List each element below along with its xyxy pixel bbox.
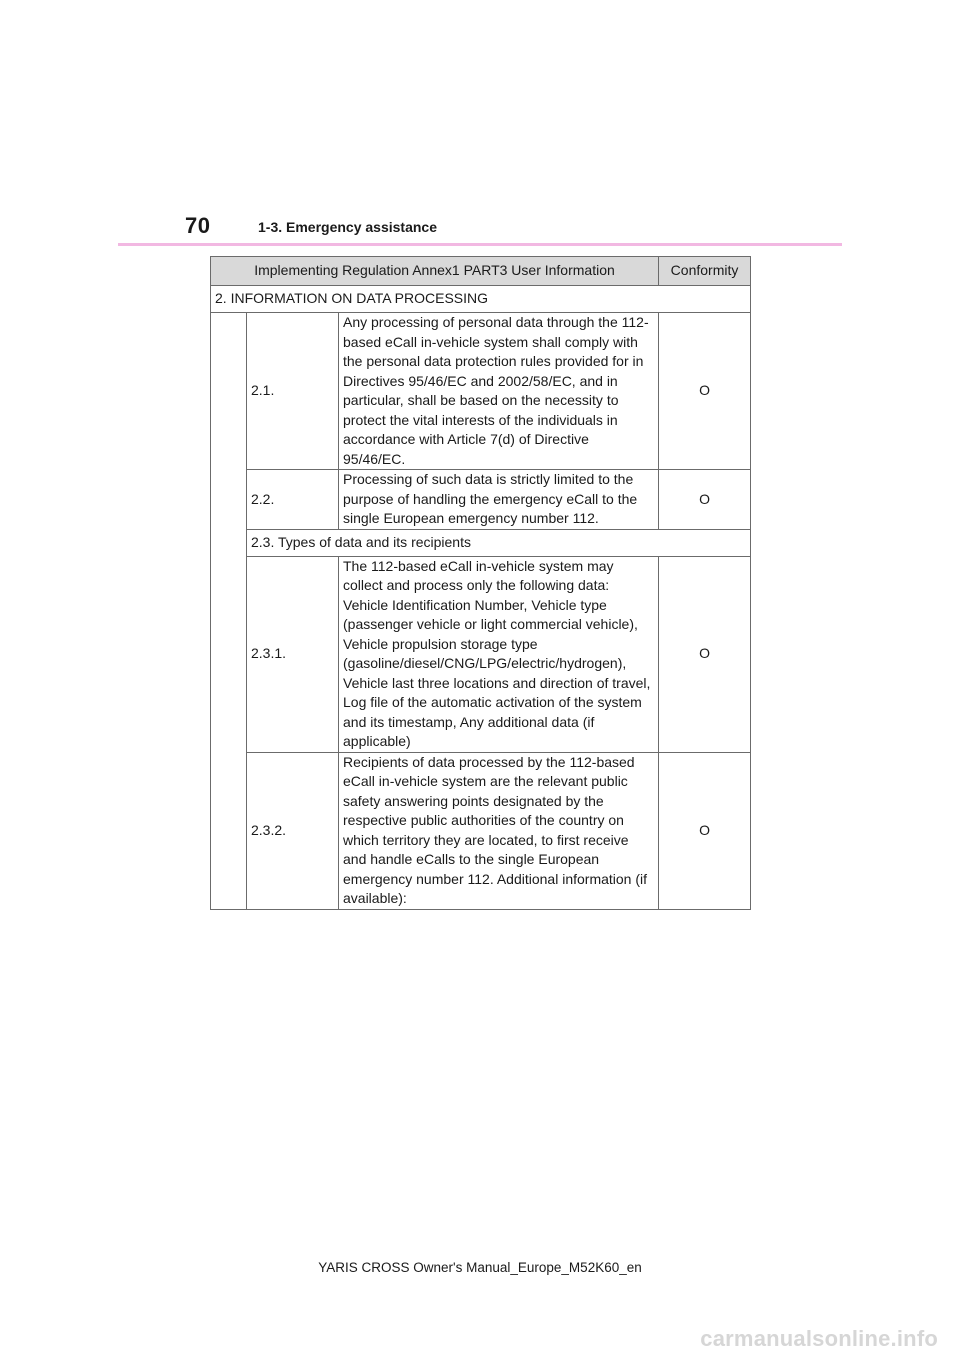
conformity-mark: O bbox=[659, 470, 751, 530]
header-divider bbox=[118, 243, 842, 246]
clause-number: 2.1. bbox=[247, 313, 339, 470]
clause-text: Processing of such data is strictly limited to the purpose of handling the emergency eCall to the single European emergency number 112. bbox=[339, 470, 659, 530]
section-heading: 2. INFORMATION ON DATA PROCESSING bbox=[211, 286, 751, 313]
clause-text: Any processing of personal data through the 112-based eCall in-vehicle system shall comply with the personal data protection rules provided for in Directives 95/46/EC and 2002/58/EC, and in particular, shall be based on the necessity to protect the vital interests of the individuals in accordance with Article 7(d) of Directive 95/46/EC. bbox=[339, 313, 659, 470]
conformity-mark: O bbox=[659, 556, 751, 752]
clause-number: 2.2. bbox=[247, 470, 339, 530]
user-information-table bbox=[210, 256, 751, 910]
table-row bbox=[211, 470, 751, 530]
clause-number: 2.3.2. bbox=[247, 752, 339, 909]
section-title: 1-3. Emergency assistance bbox=[258, 219, 437, 235]
table-row bbox=[211, 556, 751, 752]
conformity-mark: O bbox=[659, 752, 751, 909]
clause-number: 2.3.1. bbox=[247, 556, 339, 752]
section-heading-row bbox=[211, 286, 751, 313]
indent-cell bbox=[211, 313, 247, 910]
clause-text: The 112-based eCall in-vehicle system may collect and process only the following data: Vehicle Identification Number, Vehicle type (passenger vehicle or light commercial vehicle), Vehicle propulsion storage type (gasoline/diesel/CNG/LPG/electric/hydrogen), Vehicle last three locations and direction of travel, Log file of the automatic activation of the system and its timestamp, Any additional data (if applicable) bbox=[339, 556, 659, 752]
manual-footer: YARIS CROSS Owner's Manual_Europe_M52K60_en bbox=[318, 1260, 642, 1275]
clause-text: Recipients of data processed by the 112-based eCall in-vehicle system are the relevant public safety answering points designated by the respective public authorities of the country on which territory they are located, to first receive and handle eCalls to the single European emergency number 112. Additional information (if available): bbox=[339, 752, 659, 909]
site-watermark: carmanualsonline.info bbox=[700, 1326, 938, 1351]
table-row bbox=[211, 313, 751, 470]
page-number: 70 bbox=[185, 213, 211, 238]
subsection-heading-row bbox=[211, 529, 751, 556]
table-header-row bbox=[211, 257, 751, 286]
subsection-heading: 2.3. Types of data and its recipients bbox=[247, 529, 751, 556]
column-header-user-information: Implementing Regulation Annex1 PART3 User Information bbox=[211, 257, 659, 286]
table-row bbox=[211, 752, 751, 909]
column-header-conformity: Conformity bbox=[659, 257, 751, 286]
conformity-mark: O bbox=[659, 313, 751, 470]
